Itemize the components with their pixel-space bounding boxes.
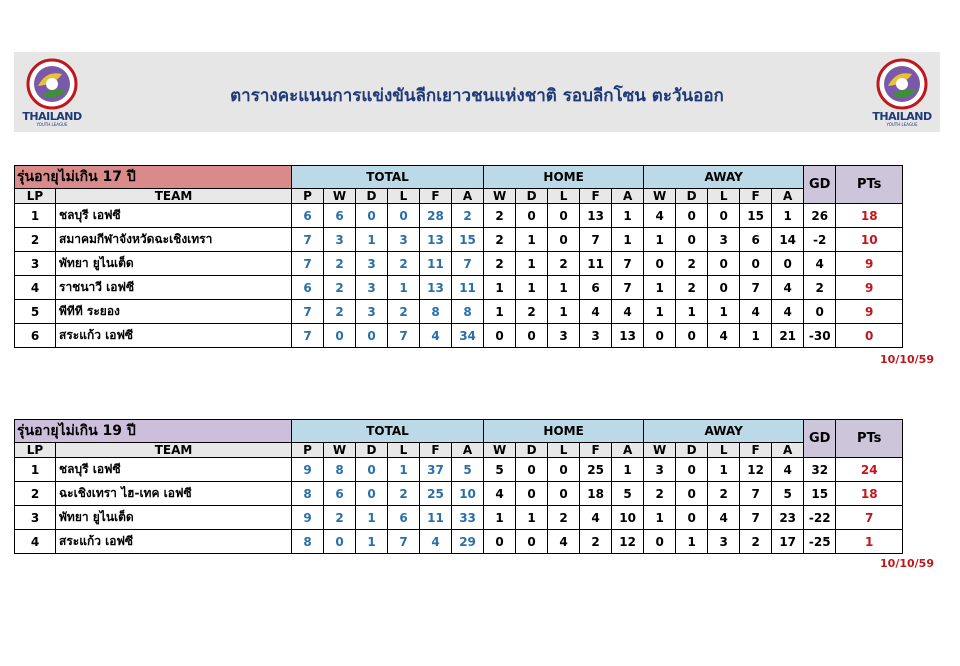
total-group-header: TOTAL bbox=[292, 166, 484, 189]
away-stat-cell: 1 bbox=[772, 204, 804, 228]
points-cell: 9 bbox=[836, 276, 903, 300]
away-d-header: D bbox=[676, 443, 708, 458]
away-stat-cell: 1 bbox=[644, 506, 676, 530]
away-stat-cell: 2 bbox=[676, 276, 708, 300]
away-group-header: AWAY bbox=[644, 166, 804, 189]
gd-header: GD bbox=[804, 420, 836, 458]
total-stat-cell: 2 bbox=[388, 300, 420, 324]
rank-cell: 4 bbox=[15, 276, 56, 300]
rank-cell: 2 bbox=[15, 482, 56, 506]
thailand-youth-league-logo bbox=[866, 56, 938, 128]
away-stat-cell: 4 bbox=[708, 324, 740, 348]
away-stat-cell: 0 bbox=[772, 252, 804, 276]
total-stat-cell: 7 bbox=[388, 324, 420, 348]
away-stat-cell: 0 bbox=[708, 252, 740, 276]
away-stat-cell: 15 bbox=[740, 204, 772, 228]
team-name-cell: ฉะเชิงเทรา ไฮ-เทค เอฟซี bbox=[56, 482, 292, 506]
away-stat-cell: 0 bbox=[676, 324, 708, 348]
home-stat-cell: 0 bbox=[516, 482, 548, 506]
away-stat-cell: 1 bbox=[708, 300, 740, 324]
home-d-header: D bbox=[516, 189, 548, 204]
home-w-header: W bbox=[484, 443, 516, 458]
total-stat-cell: 7 bbox=[292, 324, 324, 348]
home-stat-cell: 0 bbox=[516, 458, 548, 482]
away-a-header: A bbox=[772, 189, 804, 204]
total-w-header: W bbox=[324, 443, 356, 458]
total-stat-cell: 13 bbox=[420, 228, 452, 252]
update-date: 10/10/59 bbox=[880, 557, 934, 570]
total-stat-cell: 6 bbox=[388, 506, 420, 530]
total-stat-cell: 3 bbox=[356, 300, 388, 324]
logo-text: THAILAND bbox=[22, 110, 82, 123]
total-w-header: W bbox=[324, 189, 356, 204]
home-a-header: A bbox=[612, 443, 644, 458]
total-stat-cell: 0 bbox=[324, 324, 356, 348]
total-stat-cell: 2 bbox=[452, 204, 484, 228]
team-name-cell: ชลบุรี เอฟซี bbox=[56, 458, 292, 482]
home-stat-cell: 2 bbox=[484, 204, 516, 228]
home-stat-cell: 2 bbox=[580, 530, 612, 554]
away-stat-cell: 3 bbox=[708, 228, 740, 252]
total-stat-cell: 37 bbox=[420, 458, 452, 482]
rank-cell: 3 bbox=[15, 252, 56, 276]
home-stat-cell: 5 bbox=[484, 458, 516, 482]
goal-difference-cell: -2 bbox=[804, 228, 836, 252]
away-stat-cell: 7 bbox=[740, 506, 772, 530]
total-stat-cell: 28 bbox=[420, 204, 452, 228]
home-stat-cell: 13 bbox=[612, 324, 644, 348]
total-stat-cell: 4 bbox=[420, 530, 452, 554]
team-name-cell: สระแก้ว เอฟซี bbox=[56, 324, 292, 348]
away-stat-cell: 1 bbox=[644, 300, 676, 324]
home-stat-cell: 1 bbox=[516, 506, 548, 530]
home-stat-cell: 0 bbox=[516, 324, 548, 348]
total-stat-cell: 0 bbox=[356, 324, 388, 348]
total-stat-cell: 2 bbox=[324, 276, 356, 300]
points-cell: 18 bbox=[836, 482, 903, 506]
total-stat-cell: 0 bbox=[356, 204, 388, 228]
page-title: ตารางคะแนนการแข่งขันลีกเยาวชนแห่งชาติ รอบลีกโซน ตะวันออก bbox=[230, 86, 724, 106]
home-stat-cell: 5 bbox=[612, 482, 644, 506]
total-a-header: A bbox=[452, 189, 484, 204]
total-stat-cell: 8 bbox=[420, 300, 452, 324]
goal-difference-cell: 32 bbox=[804, 458, 836, 482]
home-stat-cell: 7 bbox=[612, 252, 644, 276]
away-stat-cell: 0 bbox=[708, 204, 740, 228]
points-cell: 10 bbox=[836, 228, 903, 252]
home-stat-cell: 12 bbox=[612, 530, 644, 554]
home-stat-cell: 1 bbox=[484, 276, 516, 300]
away-stat-cell: 5 bbox=[772, 482, 804, 506]
home-stat-cell: 1 bbox=[612, 204, 644, 228]
home-stat-cell: 2 bbox=[516, 300, 548, 324]
total-d-header: D bbox=[356, 189, 388, 204]
home-stat-cell: 1 bbox=[612, 458, 644, 482]
table-row bbox=[15, 482, 960, 506]
away-stat-cell: 4 bbox=[772, 300, 804, 324]
away-stat-cell: 1 bbox=[740, 324, 772, 348]
away-stat-cell: 23 bbox=[772, 506, 804, 530]
home-stat-cell: 2 bbox=[484, 228, 516, 252]
logo-subtext: YOUTH LEAGUE bbox=[36, 122, 68, 127]
away-stat-cell: 0 bbox=[676, 506, 708, 530]
home-stat-cell: 4 bbox=[612, 300, 644, 324]
away-stat-cell: 14 bbox=[772, 228, 804, 252]
total-stat-cell: 4 bbox=[420, 324, 452, 348]
rank-cell: 3 bbox=[15, 506, 56, 530]
away-stat-cell: 1 bbox=[676, 300, 708, 324]
home-stat-cell: 0 bbox=[548, 482, 580, 506]
away-stat-cell: 3 bbox=[644, 458, 676, 482]
total-stat-cell: 3 bbox=[324, 228, 356, 252]
away-stat-cell: 1 bbox=[644, 228, 676, 252]
total-stat-cell: 9 bbox=[292, 506, 324, 530]
home-stat-cell: 0 bbox=[548, 228, 580, 252]
total-stat-cell: 7 bbox=[452, 252, 484, 276]
header-banner bbox=[14, 52, 940, 132]
home-group-header: HOME bbox=[484, 166, 644, 189]
goal-difference-cell: 15 bbox=[804, 482, 836, 506]
home-stat-cell: 3 bbox=[580, 324, 612, 348]
total-stat-cell: 34 bbox=[452, 324, 484, 348]
away-stat-cell: 2 bbox=[708, 482, 740, 506]
total-stat-cell: 8 bbox=[324, 458, 356, 482]
total-stat-cell: 11 bbox=[420, 506, 452, 530]
home-f-header: F bbox=[580, 443, 612, 458]
table-row bbox=[15, 324, 960, 348]
table-row bbox=[15, 276, 960, 300]
home-stat-cell: 1 bbox=[516, 276, 548, 300]
home-a-header: A bbox=[612, 189, 644, 204]
u19-standings-table bbox=[14, 419, 960, 554]
goal-difference-cell: 2 bbox=[804, 276, 836, 300]
away-f-header: F bbox=[740, 189, 772, 204]
table-title: รุ่นอายุไม่เกิน 19 ปี bbox=[15, 420, 292, 443]
total-group-header: TOTAL bbox=[292, 420, 484, 443]
home-stat-cell: 2 bbox=[484, 252, 516, 276]
away-stat-cell: 12 bbox=[740, 458, 772, 482]
away-stat-cell: 21 bbox=[772, 324, 804, 348]
update-date: 10/10/59 bbox=[880, 353, 934, 366]
table-row bbox=[15, 204, 960, 228]
logo-subtext: YOUTH LEAGUE bbox=[886, 122, 918, 127]
home-stat-cell: 1 bbox=[548, 300, 580, 324]
team-name-cell: สมาคมกีฬาจังหวัดฉะเชิงเทรา bbox=[56, 228, 292, 252]
home-stat-cell: 11 bbox=[580, 252, 612, 276]
away-d-header: D bbox=[676, 189, 708, 204]
points-cell: 9 bbox=[836, 300, 903, 324]
home-stat-cell: 18 bbox=[580, 482, 612, 506]
total-stat-cell: 0 bbox=[324, 530, 356, 554]
table-row bbox=[15, 458, 960, 482]
away-l-header: L bbox=[708, 443, 740, 458]
away-stat-cell: 0 bbox=[676, 482, 708, 506]
u17-standings-table bbox=[14, 165, 960, 348]
away-stat-cell: 2 bbox=[676, 252, 708, 276]
total-stat-cell: 7 bbox=[388, 530, 420, 554]
home-stat-cell: 0 bbox=[548, 204, 580, 228]
total-stat-cell: 3 bbox=[388, 228, 420, 252]
home-stat-cell: 7 bbox=[612, 276, 644, 300]
away-f-header: F bbox=[740, 443, 772, 458]
home-stat-cell: 0 bbox=[484, 530, 516, 554]
total-stat-cell: 7 bbox=[292, 300, 324, 324]
team-name-cell: สระแก้ว เอฟซี bbox=[56, 530, 292, 554]
away-stat-cell: 4 bbox=[644, 204, 676, 228]
points-cell: 1 bbox=[836, 530, 903, 554]
home-f-header: F bbox=[580, 189, 612, 204]
total-stat-cell: 8 bbox=[292, 530, 324, 554]
home-stat-cell: 1 bbox=[516, 228, 548, 252]
away-stat-cell: 2 bbox=[644, 482, 676, 506]
away-stat-cell: 4 bbox=[708, 506, 740, 530]
total-stat-cell: 0 bbox=[388, 204, 420, 228]
away-stat-cell: 0 bbox=[676, 228, 708, 252]
table-row bbox=[15, 252, 960, 276]
rank-cell: 1 bbox=[15, 204, 56, 228]
home-stat-cell: 1 bbox=[548, 276, 580, 300]
home-stat-cell: 7 bbox=[580, 228, 612, 252]
away-stat-cell: 3 bbox=[708, 530, 740, 554]
total-l-header: L bbox=[388, 189, 420, 204]
total-p-header: P bbox=[292, 443, 324, 458]
away-stat-cell: 1 bbox=[676, 530, 708, 554]
total-stat-cell: 25 bbox=[420, 482, 452, 506]
rank-cell: 2 bbox=[15, 228, 56, 252]
total-stat-cell: 8 bbox=[292, 482, 324, 506]
total-stat-cell: 8 bbox=[452, 300, 484, 324]
total-stat-cell: 3 bbox=[356, 252, 388, 276]
home-w-header: W bbox=[484, 189, 516, 204]
home-d-header: D bbox=[516, 443, 548, 458]
team-header: TEAM bbox=[56, 443, 292, 458]
home-stat-cell: 0 bbox=[548, 458, 580, 482]
header-row-groups bbox=[15, 166, 960, 189]
gd-header: GD bbox=[804, 166, 836, 204]
total-stat-cell: 15 bbox=[452, 228, 484, 252]
total-stat-cell: 2 bbox=[388, 482, 420, 506]
total-stat-cell: 3 bbox=[356, 276, 388, 300]
rank-cell: 5 bbox=[15, 300, 56, 324]
total-stat-cell: 1 bbox=[356, 228, 388, 252]
goal-difference-cell: -22 bbox=[804, 506, 836, 530]
home-stat-cell: 1 bbox=[484, 300, 516, 324]
rank-cell: 6 bbox=[15, 324, 56, 348]
home-stat-cell: 2 bbox=[548, 506, 580, 530]
home-stat-cell: 0 bbox=[516, 204, 548, 228]
home-stat-cell: 1 bbox=[484, 506, 516, 530]
total-stat-cell: 29 bbox=[452, 530, 484, 554]
home-stat-cell: 1 bbox=[516, 252, 548, 276]
away-stat-cell: 0 bbox=[644, 324, 676, 348]
away-stat-cell: 7 bbox=[740, 276, 772, 300]
goal-difference-cell: 0 bbox=[804, 300, 836, 324]
goal-difference-cell: -30 bbox=[804, 324, 836, 348]
home-stat-cell: 6 bbox=[580, 276, 612, 300]
logo-text: THAILAND bbox=[872, 110, 932, 123]
pts-header: PTs bbox=[836, 166, 903, 204]
away-stat-cell: 4 bbox=[740, 300, 772, 324]
total-stat-cell: 0 bbox=[356, 482, 388, 506]
home-stat-cell: 4 bbox=[580, 506, 612, 530]
total-stat-cell: 11 bbox=[452, 276, 484, 300]
away-a-header: A bbox=[772, 443, 804, 458]
home-stat-cell: 3 bbox=[548, 324, 580, 348]
total-stat-cell: 9 bbox=[292, 458, 324, 482]
total-stat-cell: 7 bbox=[292, 228, 324, 252]
total-a-header: A bbox=[452, 443, 484, 458]
total-l-header: L bbox=[388, 443, 420, 458]
home-stat-cell: 0 bbox=[484, 324, 516, 348]
home-stat-cell: 4 bbox=[484, 482, 516, 506]
away-stat-cell: 17 bbox=[772, 530, 804, 554]
header-row-groups bbox=[15, 420, 960, 443]
points-cell: 7 bbox=[836, 506, 903, 530]
away-stat-cell: 7 bbox=[740, 482, 772, 506]
points-cell: 0 bbox=[836, 324, 903, 348]
team-header: TEAM bbox=[56, 189, 292, 204]
total-d-header: D bbox=[356, 443, 388, 458]
away-group-header: AWAY bbox=[644, 420, 804, 443]
home-stat-cell: 4 bbox=[580, 300, 612, 324]
total-stat-cell: 1 bbox=[356, 506, 388, 530]
total-p-header: P bbox=[292, 189, 324, 204]
pts-header: PTs bbox=[836, 420, 903, 458]
home-stat-cell: 13 bbox=[580, 204, 612, 228]
lp-header: LP bbox=[15, 443, 56, 458]
total-stat-cell: 11 bbox=[420, 252, 452, 276]
total-stat-cell: 1 bbox=[356, 530, 388, 554]
home-stat-cell: 1 bbox=[612, 228, 644, 252]
home-stat-cell: 4 bbox=[548, 530, 580, 554]
team-name-cell: พัทยา ยูไนเต็ด bbox=[56, 506, 292, 530]
team-name-cell: ชลบุรี เอฟซี bbox=[56, 204, 292, 228]
away-stat-cell: 0 bbox=[644, 530, 676, 554]
home-l-header: L bbox=[548, 443, 580, 458]
home-stat-cell: 10 bbox=[612, 506, 644, 530]
total-stat-cell: 6 bbox=[324, 204, 356, 228]
rank-cell: 1 bbox=[15, 458, 56, 482]
table-row bbox=[15, 300, 960, 324]
away-stat-cell: 1 bbox=[644, 276, 676, 300]
points-cell: 9 bbox=[836, 252, 903, 276]
away-w-header: W bbox=[644, 189, 676, 204]
points-cell: 18 bbox=[836, 204, 903, 228]
total-stat-cell: 1 bbox=[388, 458, 420, 482]
total-f-header: F bbox=[420, 189, 452, 204]
table-row bbox=[15, 228, 960, 252]
goal-difference-cell: 4 bbox=[804, 252, 836, 276]
points-cell: 24 bbox=[836, 458, 903, 482]
total-stat-cell: 33 bbox=[452, 506, 484, 530]
total-stat-cell: 2 bbox=[388, 252, 420, 276]
home-stat-cell: 2 bbox=[548, 252, 580, 276]
goal-difference-cell: -25 bbox=[804, 530, 836, 554]
total-stat-cell: 7 bbox=[292, 252, 324, 276]
team-name-cell: พีทีที ระยอง bbox=[56, 300, 292, 324]
team-name-cell: พัทยา ยูไนเต็ด bbox=[56, 252, 292, 276]
team-name-cell: ราชนาวี เอฟซี bbox=[56, 276, 292, 300]
rank-cell: 4 bbox=[15, 530, 56, 554]
total-stat-cell: 10 bbox=[452, 482, 484, 506]
away-stat-cell: 2 bbox=[740, 530, 772, 554]
total-stat-cell: 2 bbox=[324, 300, 356, 324]
goal-difference-cell: 26 bbox=[804, 204, 836, 228]
away-stat-cell: 0 bbox=[708, 276, 740, 300]
football-logo-icon bbox=[866, 56, 938, 112]
total-stat-cell: 5 bbox=[452, 458, 484, 482]
away-stat-cell: 0 bbox=[740, 252, 772, 276]
total-f-header: F bbox=[420, 443, 452, 458]
total-stat-cell: 6 bbox=[292, 204, 324, 228]
away-stat-cell: 4 bbox=[772, 458, 804, 482]
away-stat-cell: 4 bbox=[772, 276, 804, 300]
total-stat-cell: 2 bbox=[324, 252, 356, 276]
table-row bbox=[15, 530, 960, 554]
table-title: รุ่นอายุไม่เกิน 17 ปี bbox=[15, 166, 292, 189]
lp-header: LP bbox=[15, 189, 56, 204]
table-row bbox=[15, 506, 960, 530]
away-stat-cell: 6 bbox=[740, 228, 772, 252]
away-l-header: L bbox=[708, 189, 740, 204]
home-group-header: HOME bbox=[484, 420, 644, 443]
away-stat-cell: 1 bbox=[708, 458, 740, 482]
total-stat-cell: 1 bbox=[388, 276, 420, 300]
away-w-header: W bbox=[644, 443, 676, 458]
total-stat-cell: 13 bbox=[420, 276, 452, 300]
home-stat-cell: 25 bbox=[580, 458, 612, 482]
total-stat-cell: 6 bbox=[292, 276, 324, 300]
away-stat-cell: 0 bbox=[676, 204, 708, 228]
home-l-header: L bbox=[548, 189, 580, 204]
total-stat-cell: 2 bbox=[324, 506, 356, 530]
total-stat-cell: 6 bbox=[324, 482, 356, 506]
total-stat-cell: 0 bbox=[356, 458, 388, 482]
home-stat-cell: 0 bbox=[516, 530, 548, 554]
away-stat-cell: 0 bbox=[676, 458, 708, 482]
away-stat-cell: 0 bbox=[644, 252, 676, 276]
